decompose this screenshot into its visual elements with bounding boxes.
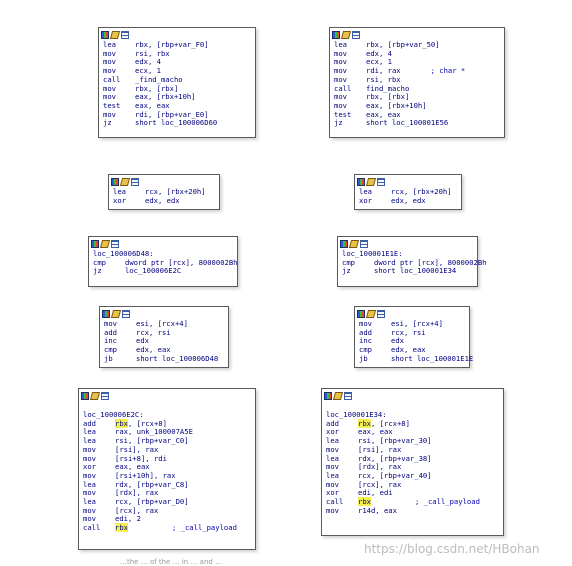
operands[interactable]: _find_macho [135, 74, 183, 84]
operands[interactable]: edx, 4 [135, 57, 161, 67]
code-line [334, 41, 500, 50]
operands[interactable]: rax, unk_100007A5E [115, 427, 193, 437]
edit-icon[interactable] [349, 240, 359, 248]
block-toolbar [89, 237, 237, 249]
block-toolbar [330, 28, 504, 40]
mnemonic: call [83, 523, 101, 533]
mnemonic: cmp [359, 345, 372, 355]
operands[interactable]: rdx, [rbp+var_C8] [115, 479, 189, 489]
mnemonic: mov [103, 92, 116, 102]
operands[interactable]: loc_100006E2C [125, 266, 182, 276]
operands[interactable]: edx [391, 336, 404, 346]
comment: ; _call_payload [171, 523, 237, 533]
mnemonic: mov [334, 66, 347, 76]
operands[interactable]: rbx, [rbp+var_50] [366, 40, 440, 49]
register-highlight[interactable]: rbx [115, 523, 128, 533]
edit-icon[interactable] [100, 240, 110, 248]
code-line [334, 50, 500, 59]
mnemonic: cmp [342, 257, 355, 267]
code-label[interactable]: loc_100001E1E: [342, 249, 403, 258]
code-lines [109, 187, 219, 207]
mnemonic: lea [83, 479, 96, 489]
code-line [104, 355, 224, 364]
code-line [103, 50, 251, 59]
caption-fragment: …the … of the … in … and … [120, 558, 223, 566]
text-view-icon[interactable] [344, 392, 352, 400]
operands[interactable]: eax, eax [358, 427, 393, 437]
code-lines [79, 410, 255, 535]
operands[interactable]: find_macho [366, 83, 410, 93]
mnemonic: mov [334, 48, 347, 58]
text-view-icon[interactable] [121, 31, 129, 39]
mnemonic: lea [334, 40, 347, 49]
block-toolbar [322, 389, 503, 401]
operands[interactable]: [rsi], rax [115, 444, 159, 454]
mnemonic: mov [334, 57, 347, 67]
register-highlight[interactable]: rbx [115, 418, 128, 428]
operands[interactable]: rcx, [rbp+var_40] [358, 470, 432, 480]
block-toolbar [355, 307, 469, 319]
mnemonic: mov [83, 444, 96, 454]
text-view-icon[interactable] [131, 178, 139, 186]
left-block-3[interactable] [88, 236, 238, 287]
mnemonic: add [104, 327, 117, 337]
right-block-4[interactable] [354, 306, 474, 368]
code-lines [89, 249, 237, 278]
mnemonic: add [83, 418, 96, 428]
operands[interactable]: rcx, [rbx+20h] [391, 187, 452, 196]
edit-icon[interactable] [333, 392, 343, 400]
mnemonic: mov [359, 319, 372, 328]
edit-icon[interactable] [366, 310, 376, 318]
operands[interactable]: rdi, [rbp+var_E0] [135, 109, 209, 119]
mnemonic: mov [326, 444, 339, 454]
operands[interactable]: edi, 2 [115, 514, 141, 524]
block-toolbar [100, 307, 228, 319]
text-view-icon[interactable] [360, 240, 368, 248]
operands[interactable]: eax, [rbx+10h] [366, 100, 427, 110]
block-toolbar [79, 389, 255, 401]
operands[interactable]: edx [136, 336, 149, 346]
left-block-5[interactable] [78, 388, 256, 550]
right-block-3[interactable] [337, 236, 487, 287]
code-line [83, 524, 251, 533]
code-line [83, 498, 251, 507]
watermark: https://blog.csdn.net/HBohan [364, 542, 540, 556]
code-line [103, 41, 251, 50]
mnemonic: jb [104, 353, 113, 363]
mnemonic: xor [359, 195, 372, 205]
mnemonic: lea [83, 436, 96, 446]
mnemonic: xor [326, 488, 339, 498]
code-line [334, 102, 500, 111]
left-block-4[interactable] [99, 306, 229, 368]
mnemonic: inc [359, 336, 372, 346]
mnemonic: mov [83, 514, 96, 524]
code-line [334, 67, 500, 76]
mnemonic: inc [104, 336, 117, 346]
code-line [103, 119, 251, 128]
code-line [359, 329, 465, 338]
code-line [113, 197, 215, 206]
operands[interactable]: [rdx], rax [115, 488, 159, 498]
code-label[interactable]: loc_100006D48: [93, 249, 154, 258]
edit-icon[interactable] [90, 392, 100, 400]
operands[interactable]: rbx, [rbx] [135, 83, 179, 93]
code-line [326, 481, 499, 490]
mnemonic: lea [113, 187, 126, 196]
mnemonic: jz [103, 118, 112, 128]
mnemonic: mov [334, 100, 347, 110]
code-lines [100, 319, 228, 366]
mnemonic: lea [359, 187, 372, 196]
mnemonic: mov [326, 505, 339, 515]
mnemonic: mov [103, 83, 116, 93]
register-highlight[interactable]: rbx [358, 418, 371, 428]
code-lines [355, 187, 461, 207]
text-view-icon[interactable] [377, 178, 385, 186]
left-block-1[interactable] [98, 27, 256, 138]
operands[interactable]: short loc_100001E34 [374, 266, 457, 276]
operands[interactable]: eax, eax [135, 100, 170, 110]
code-line [104, 329, 224, 338]
mnemonic: call [334, 83, 352, 93]
mnemonic: mov [326, 462, 339, 472]
code-lines [338, 249, 487, 278]
operands[interactable]: esi, [rcx+4] [391, 319, 443, 328]
mnemonic: mov [334, 92, 347, 102]
mnemonic: xor [326, 427, 339, 437]
operands[interactable]: short loc_100006D60 [135, 118, 218, 128]
right-block-1[interactable] [329, 27, 505, 138]
mnemonic: call [103, 74, 121, 84]
mnemonic: lea [83, 427, 96, 437]
mnemonic: xor [113, 195, 126, 205]
operands[interactable] [115, 524, 128, 533]
operands[interactable]: rsi, rbx [135, 48, 170, 58]
operands[interactable]: rsi, rbx [366, 74, 401, 84]
block-toolbar [338, 237, 477, 249]
code-line [103, 58, 251, 67]
code-line [326, 498, 499, 507]
operands[interactable]: short loc_100006D48 [136, 353, 219, 363]
code-label[interactable]: loc_100006E2C: [83, 410, 144, 419]
mnemonic: xor [83, 462, 96, 472]
operands[interactable]: rcx, rsi [136, 327, 171, 337]
operands[interactable]: [rsi+10h], rax [115, 470, 176, 480]
comment: ; char * [430, 66, 466, 76]
operands[interactable]: rdx, [rbp+var_38] [358, 453, 432, 463]
code-line [326, 507, 499, 516]
operands[interactable]: r14d, eax [358, 505, 397, 515]
operands[interactable]: [rcx], rax [115, 505, 159, 515]
code-line [83, 455, 251, 464]
mnemonic: lea [103, 40, 116, 49]
edit-icon[interactable] [111, 310, 121, 318]
operands[interactable]: eax, eax [115, 462, 150, 472]
graph-icon[interactable] [332, 31, 340, 39]
operands[interactable]: ecx, 1 [366, 57, 392, 67]
mnemonic: mov [334, 74, 347, 84]
code-lines [355, 319, 474, 366]
code-line [93, 267, 233, 276]
mnemonic: lea [83, 497, 96, 507]
mnemonic: mov [103, 66, 116, 76]
code-lines [322, 410, 503, 517]
mnemonic: mov [83, 453, 96, 463]
graph-icon[interactable] [340, 240, 348, 248]
graph-icon[interactable] [102, 310, 110, 318]
operands[interactable]: dword ptr [rcx], 8000002Bh [125, 257, 238, 267]
operands[interactable]: edx, 4 [366, 48, 392, 58]
edit-icon[interactable] [110, 31, 120, 39]
mnemonic: jb [359, 353, 368, 363]
operands[interactable]: edi, edi [358, 488, 393, 498]
register-highlight[interactable]: rbx [358, 497, 371, 507]
mnemonic: lea [326, 453, 339, 463]
code-lines [330, 40, 504, 130]
mnemonic: mov [103, 48, 116, 58]
code-line [83, 446, 251, 455]
block-toolbar [99, 28, 255, 40]
text-view-icon[interactable] [377, 310, 385, 318]
operands[interactable]: rsi, [rbp+var_C0] [115, 436, 189, 446]
code-line [334, 58, 500, 67]
operands[interactable]: edx, edx [145, 195, 180, 205]
mnemonic: add [326, 418, 339, 428]
graph-icon[interactable] [324, 392, 332, 400]
mnemonic: mov [104, 319, 117, 328]
operands[interactable]: rcx, [rbp+var_D0] [115, 497, 189, 507]
operands[interactable]: rdi, rax [366, 66, 401, 76]
mnemonic: jz [93, 266, 102, 276]
text-view-icon[interactable] [122, 310, 130, 318]
operands[interactable]: eax, [rbx+10h] [135, 92, 196, 102]
operands[interactable]: esi, [rcx+4] [136, 319, 188, 328]
mnemonic: jz [342, 266, 351, 276]
mnemonic: lea [326, 470, 339, 480]
code-line [326, 437, 499, 446]
mnemonic: add [359, 327, 372, 337]
block-toolbar [355, 175, 461, 187]
code-line [326, 455, 499, 464]
operands[interactable]: [rsi], rax [358, 444, 402, 454]
operands[interactable]: [rsi+8], rdi [115, 453, 167, 463]
left-block-2[interactable] [108, 174, 220, 210]
block-toolbar [109, 175, 219, 187]
text-view-icon[interactable] [101, 392, 109, 400]
operands[interactable]: edx, eax [136, 345, 171, 355]
mnemonic: lea [326, 436, 339, 446]
mnemonic: test [103, 100, 121, 110]
edit-icon[interactable] [341, 31, 351, 39]
code-line [359, 353, 474, 364]
edit-icon[interactable] [366, 178, 376, 186]
text-view-icon[interactable] [352, 31, 360, 39]
mnemonic: mov [83, 470, 96, 480]
code-lines [99, 40, 255, 130]
operands[interactable]: short loc_100001E1E [391, 353, 474, 363]
operands[interactable]: dword ptr [rcx], 8000002Bh [374, 257, 487, 267]
code-line [342, 267, 473, 276]
operands[interactable]: eax, eax [366, 109, 401, 119]
operands[interactable]: rbx, [rcx+8] [115, 418, 167, 428]
operands[interactable]: rcx, rsi [391, 327, 426, 337]
graph-icon[interactable] [101, 31, 109, 39]
mnemonic: mov [326, 479, 339, 489]
graph-icon[interactable] [91, 240, 99, 248]
mnemonic: mov [83, 505, 96, 515]
operands[interactable]: edx, edx [391, 195, 426, 205]
mnemonic: test [334, 109, 352, 119]
operands[interactable]: rbx, [rcx+8] [358, 418, 410, 428]
code-line [103, 93, 251, 102]
code-line [334, 119, 500, 128]
mnemonic: mov [103, 109, 116, 119]
mnemonic: cmp [104, 345, 117, 355]
code-line [334, 76, 500, 85]
code-line [83, 481, 251, 490]
graph-icon[interactable] [357, 178, 365, 186]
graph-icon[interactable] [357, 310, 365, 318]
operands[interactable]: rbx, [rbx] [366, 92, 410, 102]
operands[interactable]: rcx, [rbx+20h] [145, 187, 206, 196]
mnemonic: call [326, 497, 344, 507]
operands[interactable]: [rdx], rax [358, 462, 402, 472]
operands[interactable]: [rcx], rax [358, 479, 402, 489]
right-block-2[interactable] [354, 174, 462, 210]
text-view-icon[interactable] [111, 240, 119, 248]
code-label[interactable]: loc_100001E34: [326, 410, 387, 419]
code-line [334, 85, 500, 94]
operands[interactable]: rsi, [rbp+var_30] [358, 436, 432, 446]
operands[interactable]: short loc_100001E56 [366, 118, 449, 128]
right-block-5[interactable] [321, 388, 504, 536]
mnemonic: jz [334, 118, 343, 128]
code-line [83, 507, 251, 516]
edit-icon[interactable] [120, 178, 130, 186]
graph-icon[interactable] [111, 178, 119, 186]
mnemonic: cmp [93, 257, 106, 267]
mnemonic: mov [103, 57, 116, 67]
operands[interactable]: rbx, [rbp+var_F0] [135, 40, 209, 49]
graph-icon[interactable] [81, 392, 89, 400]
code-line [326, 472, 499, 481]
code-line [359, 197, 457, 206]
code-line [83, 437, 251, 446]
code-line [326, 420, 499, 429]
operands[interactable]: edx, eax [391, 345, 426, 355]
operands[interactable]: ecx, 1 [135, 66, 161, 76]
mnemonic: mov [83, 488, 96, 498]
comment: ; _call_payload [414, 497, 480, 507]
